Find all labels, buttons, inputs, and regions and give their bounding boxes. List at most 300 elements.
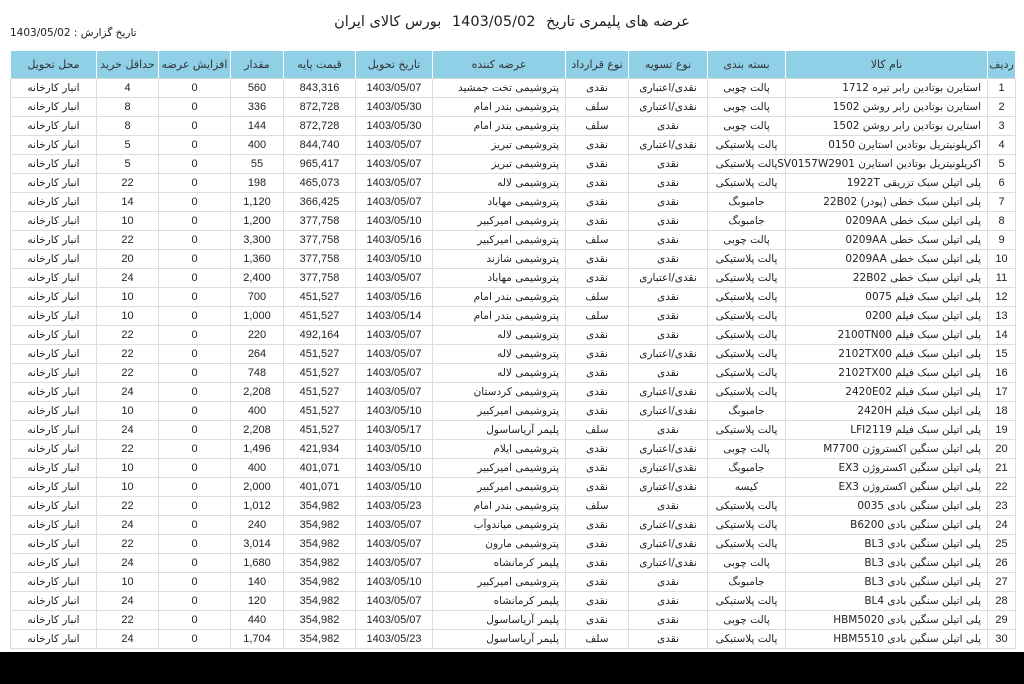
row-number-cell: 23 (988, 497, 1016, 516)
delivery-place-cell: انبار کارخانه (11, 307, 97, 326)
supply-increase-cell: 0 (159, 364, 231, 383)
delivery-date-cell: 1403/05/07 (356, 611, 433, 630)
commodity-name-cell: پلی اتیلن سبک فیلم 2102TX00 (786, 364, 988, 383)
row-number-cell: 21 (988, 459, 1016, 478)
min-purchase-cell: 22 (97, 497, 159, 516)
settlement-type-cell: نقدی/اعتباری (629, 554, 708, 573)
supply-increase-cell: 0 (159, 136, 231, 155)
base-price-cell: 354,982 (284, 573, 356, 592)
contract-type-cell: نقدی (566, 611, 629, 630)
min-purchase-cell: 10 (97, 212, 159, 231)
commodity-name-cell: پلی اتیلن سنگین بادی 0035 (786, 497, 988, 516)
table-row[interactable] (11, 592, 1016, 611)
supplier-cell: پتروشیمی ایلام (433, 440, 566, 459)
delivery-place-cell: انبار کارخانه (11, 98, 97, 117)
delivery-place-cell: انبار کارخانه (11, 459, 97, 478)
supply-increase-cell: 0 (159, 554, 231, 573)
quantity-cell: 264 (231, 345, 284, 364)
supply-increase-cell: 0 (159, 307, 231, 326)
base-price-cell: 465,073 (284, 174, 356, 193)
commodity-name-cell: پلی اتیلن سبک فیلم LFI2119 (786, 421, 988, 440)
quantity-cell: 2,400 (231, 269, 284, 288)
contract-type-cell: نقدی (566, 326, 629, 345)
settlement-type-cell: نقدی (629, 193, 708, 212)
supplier-cell: پتروشیمی لاله (433, 326, 566, 345)
delivery-place-cell: انبار کارخانه (11, 250, 97, 269)
delivery-date-cell: 1403/05/07 (356, 174, 433, 193)
delivery-place-cell: انبار کارخانه (11, 402, 97, 421)
quantity-cell: 3,300 (231, 231, 284, 250)
table-row[interactable] (11, 535, 1016, 554)
row-number-cell: 24 (988, 516, 1016, 535)
delivery-place-cell: انبار کارخانه (11, 345, 97, 364)
table-row[interactable] (11, 364, 1016, 383)
row-number-cell: 28 (988, 592, 1016, 611)
table-row[interactable] (11, 174, 1016, 193)
supply-increase-cell: 0 (159, 440, 231, 459)
table-row[interactable] (11, 269, 1016, 288)
settlement-type-cell: نقدی/اعتباری (629, 478, 708, 497)
settlement-type-cell: نقدی (629, 421, 708, 440)
table-row[interactable] (11, 421, 1016, 440)
row-number-cell: 27 (988, 573, 1016, 592)
contract-type-cell: سلف (566, 117, 629, 136)
contract-type-cell: سلف (566, 98, 629, 117)
col-header-min-purchase[interactable]: حداقل خرید (97, 51, 159, 79)
supply-increase-cell: 0 (159, 250, 231, 269)
commodity-name-cell: پلی اتیلن سنگین بادی BL3 (786, 573, 988, 592)
settlement-type-cell: نقدی (629, 326, 708, 345)
table-row[interactable] (11, 288, 1016, 307)
min-purchase-cell: 4 (97, 79, 159, 98)
supply-increase-cell: 0 (159, 611, 231, 630)
base-price-cell: 872,728 (284, 98, 356, 117)
table-row[interactable] (11, 117, 1016, 136)
row-number-cell: 20 (988, 440, 1016, 459)
supplier-cell: پلیمر کرمانشاه (433, 554, 566, 573)
quantity-cell: 1,704 (231, 630, 284, 649)
col-header-settlement-type[interactable]: نوع تسویه (629, 51, 708, 79)
delivery-date-cell: 1403/05/30 (356, 98, 433, 117)
packaging-cell: پالت پلاستیکی (708, 174, 786, 193)
commodity-name-cell: پلی اتیلن سبک فیلم 2420H (786, 402, 988, 421)
settlement-type-cell: نقدی/اعتباری (629, 383, 708, 402)
packaging-cell: جامبوبگ (708, 212, 786, 231)
quantity-cell: 400 (231, 402, 284, 421)
base-price-cell: 844,740 (284, 136, 356, 155)
contract-type-cell: نقدی (566, 516, 629, 535)
row-number-cell: 1 (988, 79, 1016, 98)
supplier-cell: پتروشیمی لاله (433, 345, 566, 364)
min-purchase-cell: 22 (97, 326, 159, 345)
quantity-cell: 140 (231, 573, 284, 592)
table-row[interactable] (11, 516, 1016, 535)
col-header-contract-type[interactable]: نوع قرارداد (566, 51, 629, 79)
table-row[interactable] (11, 345, 1016, 364)
commodity-name-cell: پلی اتیلن سبک فیلم 2102TX00 (786, 345, 988, 364)
delivery-date-cell: 1403/05/07 (356, 155, 433, 174)
contract-type-cell: نقدی (566, 402, 629, 421)
commodity-name-cell: استایرن بوتادین رابر تیره 1712 (786, 79, 988, 98)
contract-type-cell: نقدی (566, 345, 629, 364)
supplier-cell: پتروشیمی امیرکبیر (433, 573, 566, 592)
base-price-cell: 354,982 (284, 611, 356, 630)
contract-type-cell: سلف (566, 630, 629, 649)
row-number-cell: 6 (988, 174, 1016, 193)
row-number-cell: 25 (988, 535, 1016, 554)
commodity-name-cell: پلی اتیلن سنگین بادی BL4 (786, 592, 988, 611)
min-purchase-cell: 24 (97, 630, 159, 649)
quantity-cell: 400 (231, 136, 284, 155)
supplier-cell: پتروشیمی بندر امام (433, 117, 566, 136)
report-date (10, 27, 137, 39)
table-header-row (11, 51, 1016, 79)
base-price-cell: 377,758 (284, 212, 356, 231)
delivery-date-cell: 1403/05/10 (356, 573, 433, 592)
table-row[interactable] (11, 630, 1016, 649)
base-price-cell: 492,164 (284, 326, 356, 345)
delivery-date-cell: 1403/05/07 (356, 345, 433, 364)
supplier-cell: پتروشیمی لاله (433, 364, 566, 383)
contract-type-cell: نقدی (566, 136, 629, 155)
settlement-type-cell: نقدی (629, 592, 708, 611)
col-header-supply-increase[interactable]: افزایش عرضه (159, 51, 231, 79)
delivery-place-cell: انبار کارخانه (11, 554, 97, 573)
supplier-cell: پتروشیمی مارون (433, 535, 566, 554)
delivery-date-cell: 1403/05/10 (356, 250, 433, 269)
settlement-type-cell: نقدی (629, 364, 708, 383)
packaging-cell: جامبوبگ (708, 459, 786, 478)
supplier-cell: پتروشیمی بندر امام (433, 98, 566, 117)
row-number-cell: 2 (988, 98, 1016, 117)
packaging-cell: پالت پلاستیکی (708, 269, 786, 288)
delivery-date-cell: 1403/05/07 (356, 326, 433, 345)
base-price-cell: 354,982 (284, 554, 356, 573)
min-purchase-cell: 8 (97, 117, 159, 136)
quantity-cell: 2,208 (231, 383, 284, 402)
quantity-cell: 144 (231, 117, 284, 136)
packaging-cell: جامبوبگ (708, 573, 786, 592)
supplier-cell: پتروشیمی تخت جمشید (433, 79, 566, 98)
quantity-cell: 2,208 (231, 421, 284, 440)
col-header-quantity[interactable]: مقدار (231, 51, 284, 79)
delivery-place-cell: انبار کارخانه (11, 592, 97, 611)
table-row[interactable] (11, 402, 1016, 421)
row-number-cell: 18 (988, 402, 1016, 421)
packaging-cell: پالت پلاستیکی (708, 383, 786, 402)
quantity-cell: 1,360 (231, 250, 284, 269)
settlement-type-cell: نقدی (629, 231, 708, 250)
base-price-cell: 451,527 (284, 364, 356, 383)
col-header-commodity-name[interactable]: نام کالا (786, 51, 988, 79)
supply-increase-cell: 0 (159, 402, 231, 421)
supply-increase-cell: 0 (159, 345, 231, 364)
delivery-date-cell: 1403/05/14 (356, 307, 433, 326)
table-row[interactable] (11, 440, 1016, 459)
min-purchase-cell: 24 (97, 269, 159, 288)
quantity-cell: 198 (231, 174, 284, 193)
contract-type-cell: نقدی (566, 155, 629, 174)
min-purchase-cell: 5 (97, 136, 159, 155)
settlement-type-cell: نقدی (629, 497, 708, 516)
settlement-type-cell: نقدی/اعتباری (629, 136, 708, 155)
packaging-cell: پالت پلاستیکی (708, 345, 786, 364)
min-purchase-cell: 24 (97, 554, 159, 573)
commodity-name-cell: پلی اتیلن سبک خطی 0209AA (786, 212, 988, 231)
quantity-cell: 1,496 (231, 440, 284, 459)
packaging-cell: پالت پلاستیکی (708, 630, 786, 649)
packaging-cell: پالت چوبی (708, 611, 786, 630)
delivery-place-cell: انبار کارخانه (11, 212, 97, 231)
row-number-cell: 11 (988, 269, 1016, 288)
delivery-place-cell: انبار کارخانه (11, 573, 97, 592)
settlement-type-cell: نقدی/اعتباری (629, 269, 708, 288)
settlement-type-cell: نقدی/اعتباری (629, 79, 708, 98)
title-date: 1403/05/02 (451, 14, 536, 30)
quantity-cell: 120 (231, 592, 284, 611)
base-price-cell: 354,982 (284, 535, 356, 554)
supplier-cell: پلیمر آریاساسول (433, 611, 566, 630)
col-header-delivery-date[interactable]: تاریخ تحویل (356, 51, 433, 79)
row-number-cell: 13 (988, 307, 1016, 326)
base-price-cell: 451,527 (284, 307, 356, 326)
table-row[interactable] (11, 307, 1016, 326)
quantity-cell: 1,680 (231, 554, 284, 573)
settlement-type-cell: نقدی (629, 611, 708, 630)
min-purchase-cell: 20 (97, 250, 159, 269)
table-row[interactable] (11, 98, 1016, 117)
supplier-cell: پتروشیمی امیرکبیر (433, 402, 566, 421)
contract-type-cell: نقدی (566, 79, 629, 98)
delivery-date-cell: 1403/05/07 (356, 592, 433, 611)
table-row[interactable] (11, 326, 1016, 345)
commodity-name-cell: استایرن بوتادین رابر روشن 1502 (786, 98, 988, 117)
commodity-name-cell: پلی اتیلن سبک تزریقی 1922T (786, 174, 988, 193)
quantity-cell: 3,014 (231, 535, 284, 554)
min-purchase-cell: 10 (97, 402, 159, 421)
packaging-cell: پالت پلاستیکی (708, 592, 786, 611)
min-purchase-cell: 8 (97, 98, 159, 117)
quantity-cell: 748 (231, 364, 284, 383)
row-number-cell: 26 (988, 554, 1016, 573)
settlement-type-cell: نقدی/اعتباری (629, 516, 708, 535)
supplier-cell: پتروشیمی امیرکبیر (433, 459, 566, 478)
contract-type-cell: نقدی (566, 383, 629, 402)
col-header-supplier[interactable]: عرضه کننده (433, 51, 566, 79)
quantity-cell: 2,000 (231, 478, 284, 497)
packaging-cell: پالت چوبی (708, 98, 786, 117)
table-row[interactable] (11, 231, 1016, 250)
report-date-value: 1403/05/02 (10, 27, 71, 39)
packaging-cell: جامبوبگ (708, 193, 786, 212)
supplier-cell: پتروشیمی بندر امام (433, 288, 566, 307)
table-row[interactable] (11, 497, 1016, 516)
settlement-type-cell: نقدی/اعتباری (629, 535, 708, 554)
packaging-cell: پالت چوبی (708, 231, 786, 250)
col-header-packaging[interactable]: بسته بندی (708, 51, 786, 79)
supply-increase-cell: 0 (159, 535, 231, 554)
min-purchase-cell: 22 (97, 231, 159, 250)
table-row[interactable] (11, 478, 1016, 497)
table-row[interactable] (11, 250, 1016, 269)
commodity-name-cell: پلی اتیلن سبک خطی 0209AA (786, 231, 988, 250)
delivery-place-cell: انبار کارخانه (11, 630, 97, 649)
delivery-place-cell: انبار کارخانه (11, 117, 97, 136)
settlement-type-cell: نقدی (629, 250, 708, 269)
title-exchange: بورس کالای ایران (334, 14, 442, 30)
packaging-cell: پالت پلاستیکی (708, 136, 786, 155)
base-price-cell: 401,071 (284, 459, 356, 478)
base-price-cell: 843,316 (284, 79, 356, 98)
col-header-base-price[interactable]: قیمت پایه (284, 51, 356, 79)
table-row[interactable] (11, 212, 1016, 231)
packaging-cell: پالت پلاستیکی (708, 288, 786, 307)
quantity-cell: 1,120 (231, 193, 284, 212)
supply-increase-cell: 0 (159, 269, 231, 288)
supplier-cell: پتروشیمی امیرکبیر (433, 478, 566, 497)
supply-increase-cell: 0 (159, 155, 231, 174)
table-row[interactable] (11, 611, 1016, 630)
base-price-cell: 872,728 (284, 117, 356, 136)
commodity-name-cell: پلی اتیلن سنگین بادی HBM5510 (786, 630, 988, 649)
quantity-cell: 400 (231, 459, 284, 478)
row-number-cell: 7 (988, 193, 1016, 212)
settlement-type-cell: نقدی (629, 573, 708, 592)
row-number-cell: 29 (988, 611, 1016, 630)
table-row[interactable] (11, 383, 1016, 402)
delivery-place-cell: انبار کارخانه (11, 497, 97, 516)
col-header-row-number[interactable]: ردیف (988, 51, 1016, 79)
base-price-cell: 354,982 (284, 630, 356, 649)
packaging-cell: پالت چوبی (708, 117, 786, 136)
supply-increase-cell: 0 (159, 98, 231, 117)
delivery-date-cell: 1403/05/30 (356, 117, 433, 136)
min-purchase-cell: 22 (97, 364, 159, 383)
supply-increase-cell: 0 (159, 516, 231, 535)
table-row[interactable] (11, 554, 1016, 573)
contract-type-cell: نقدی (566, 440, 629, 459)
title-main: عرضه های پلیمری تاریخ (546, 14, 690, 30)
page-title (0, 14, 1024, 30)
commodity-name-cell: پلی اتیلن سبک خطی (پودر) 22B02 (786, 193, 988, 212)
base-price-cell: 965,417 (284, 155, 356, 174)
base-price-cell: 401,071 (284, 478, 356, 497)
delivery-date-cell: 1403/05/10 (356, 212, 433, 231)
min-purchase-cell: 10 (97, 478, 159, 497)
delivery-date-cell: 1403/05/10 (356, 402, 433, 421)
base-price-cell: 354,982 (284, 516, 356, 535)
bottom-black-bar (0, 652, 1024, 684)
min-purchase-cell: 5 (97, 155, 159, 174)
table-row[interactable] (11, 573, 1016, 592)
contract-type-cell: سلف (566, 497, 629, 516)
settlement-type-cell: نقدی (629, 288, 708, 307)
commodity-name-cell: پلی اتیلن سنگین بادی HBM5020 (786, 611, 988, 630)
supplier-cell: پتروشیمی تبریز (433, 155, 566, 174)
packaging-cell: پالت پلاستیکی (708, 250, 786, 269)
delivery-place-cell: انبار کارخانه (11, 193, 97, 212)
row-number-cell: 17 (988, 383, 1016, 402)
base-price-cell: 366,425 (284, 193, 356, 212)
commodity-name-cell: پلی اتیلن سنگین بادی BL3 (786, 554, 988, 573)
offers-table (10, 50, 1016, 649)
contract-type-cell: سلف (566, 288, 629, 307)
supply-increase-cell: 0 (159, 117, 231, 136)
contract-type-cell: سلف (566, 231, 629, 250)
min-purchase-cell: 24 (97, 383, 159, 402)
settlement-type-cell: نقدی (629, 174, 708, 193)
commodity-name-cell: اکریلونیتریل بوتادین استایرن 0150 (786, 136, 988, 155)
settlement-type-cell: نقدی/اعتباری (629, 98, 708, 117)
supply-increase-cell: 0 (159, 497, 231, 516)
delivery-date-cell: 1403/05/07 (356, 383, 433, 402)
quantity-cell: 240 (231, 516, 284, 535)
commodity-name-cell: پلی اتیلن سبک فیلم 2100TN00 (786, 326, 988, 345)
supplier-cell: پلیمر آریاساسول (433, 630, 566, 649)
min-purchase-cell: 22 (97, 611, 159, 630)
supply-increase-cell: 0 (159, 592, 231, 611)
delivery-place-cell: انبار کارخانه (11, 174, 97, 193)
commodity-name-cell: پلی اتیلن سبک خطی 0209AA (786, 250, 988, 269)
row-number-cell: 8 (988, 212, 1016, 231)
delivery-date-cell: 1403/05/17 (356, 421, 433, 440)
commodity-name-cell: پلی اتیلن سنگین اکستروژن EX3 (786, 478, 988, 497)
supplier-cell: پتروشیمی مهاباد (433, 193, 566, 212)
packaging-cell: پالت چوبی (708, 79, 786, 98)
min-purchase-cell: 22 (97, 345, 159, 364)
report-date-label: تاریخ گزارش : (73, 27, 137, 39)
contract-type-cell: نقدی (566, 459, 629, 478)
delivery-place-cell: انبار کارخانه (11, 516, 97, 535)
delivery-date-cell: 1403/05/23 (356, 497, 433, 516)
row-number-cell: 5 (988, 155, 1016, 174)
base-price-cell: 354,982 (284, 497, 356, 516)
settlement-type-cell: نقدی (629, 212, 708, 231)
supplier-cell: پتروشیمی بندر امام (433, 307, 566, 326)
commodity-name-cell: پلی اتیلن سبک فیلم 0200 (786, 307, 988, 326)
delivery-date-cell: 1403/05/07 (356, 193, 433, 212)
delivery-place-cell: انبار کارخانه (11, 231, 97, 250)
min-purchase-cell: 24 (97, 421, 159, 440)
delivery-place-cell: انبار کارخانه (11, 383, 97, 402)
delivery-date-cell: 1403/05/10 (356, 459, 433, 478)
table-row[interactable] (11, 193, 1016, 212)
packaging-cell: جامبوبگ (708, 402, 786, 421)
supply-increase-cell: 0 (159, 193, 231, 212)
table-row[interactable] (11, 155, 1016, 174)
row-number-cell: 19 (988, 421, 1016, 440)
row-number-cell: 9 (988, 231, 1016, 250)
supply-increase-cell: 0 (159, 79, 231, 98)
settlement-type-cell: نقدی/اعتباری (629, 345, 708, 364)
contract-type-cell: نقدی (566, 478, 629, 497)
col-header-delivery-place[interactable]: محل تحویل (11, 51, 97, 79)
contract-type-cell: نقدی (566, 592, 629, 611)
delivery-place-cell: انبار کارخانه (11, 364, 97, 383)
quantity-cell: 55 (231, 155, 284, 174)
table-row[interactable] (11, 459, 1016, 478)
min-purchase-cell: 10 (97, 459, 159, 478)
table-row[interactable] (11, 79, 1016, 98)
packaging-cell: پالت پلاستیکی (708, 364, 786, 383)
delivery-date-cell: 1403/05/07 (356, 79, 433, 98)
table-row[interactable] (11, 136, 1016, 155)
base-price-cell: 377,758 (284, 269, 356, 288)
settlement-type-cell: نقدی (629, 307, 708, 326)
contract-type-cell: نقدی (566, 364, 629, 383)
settlement-type-cell: نقدی/اعتباری (629, 402, 708, 421)
base-price-cell: 451,527 (284, 421, 356, 440)
